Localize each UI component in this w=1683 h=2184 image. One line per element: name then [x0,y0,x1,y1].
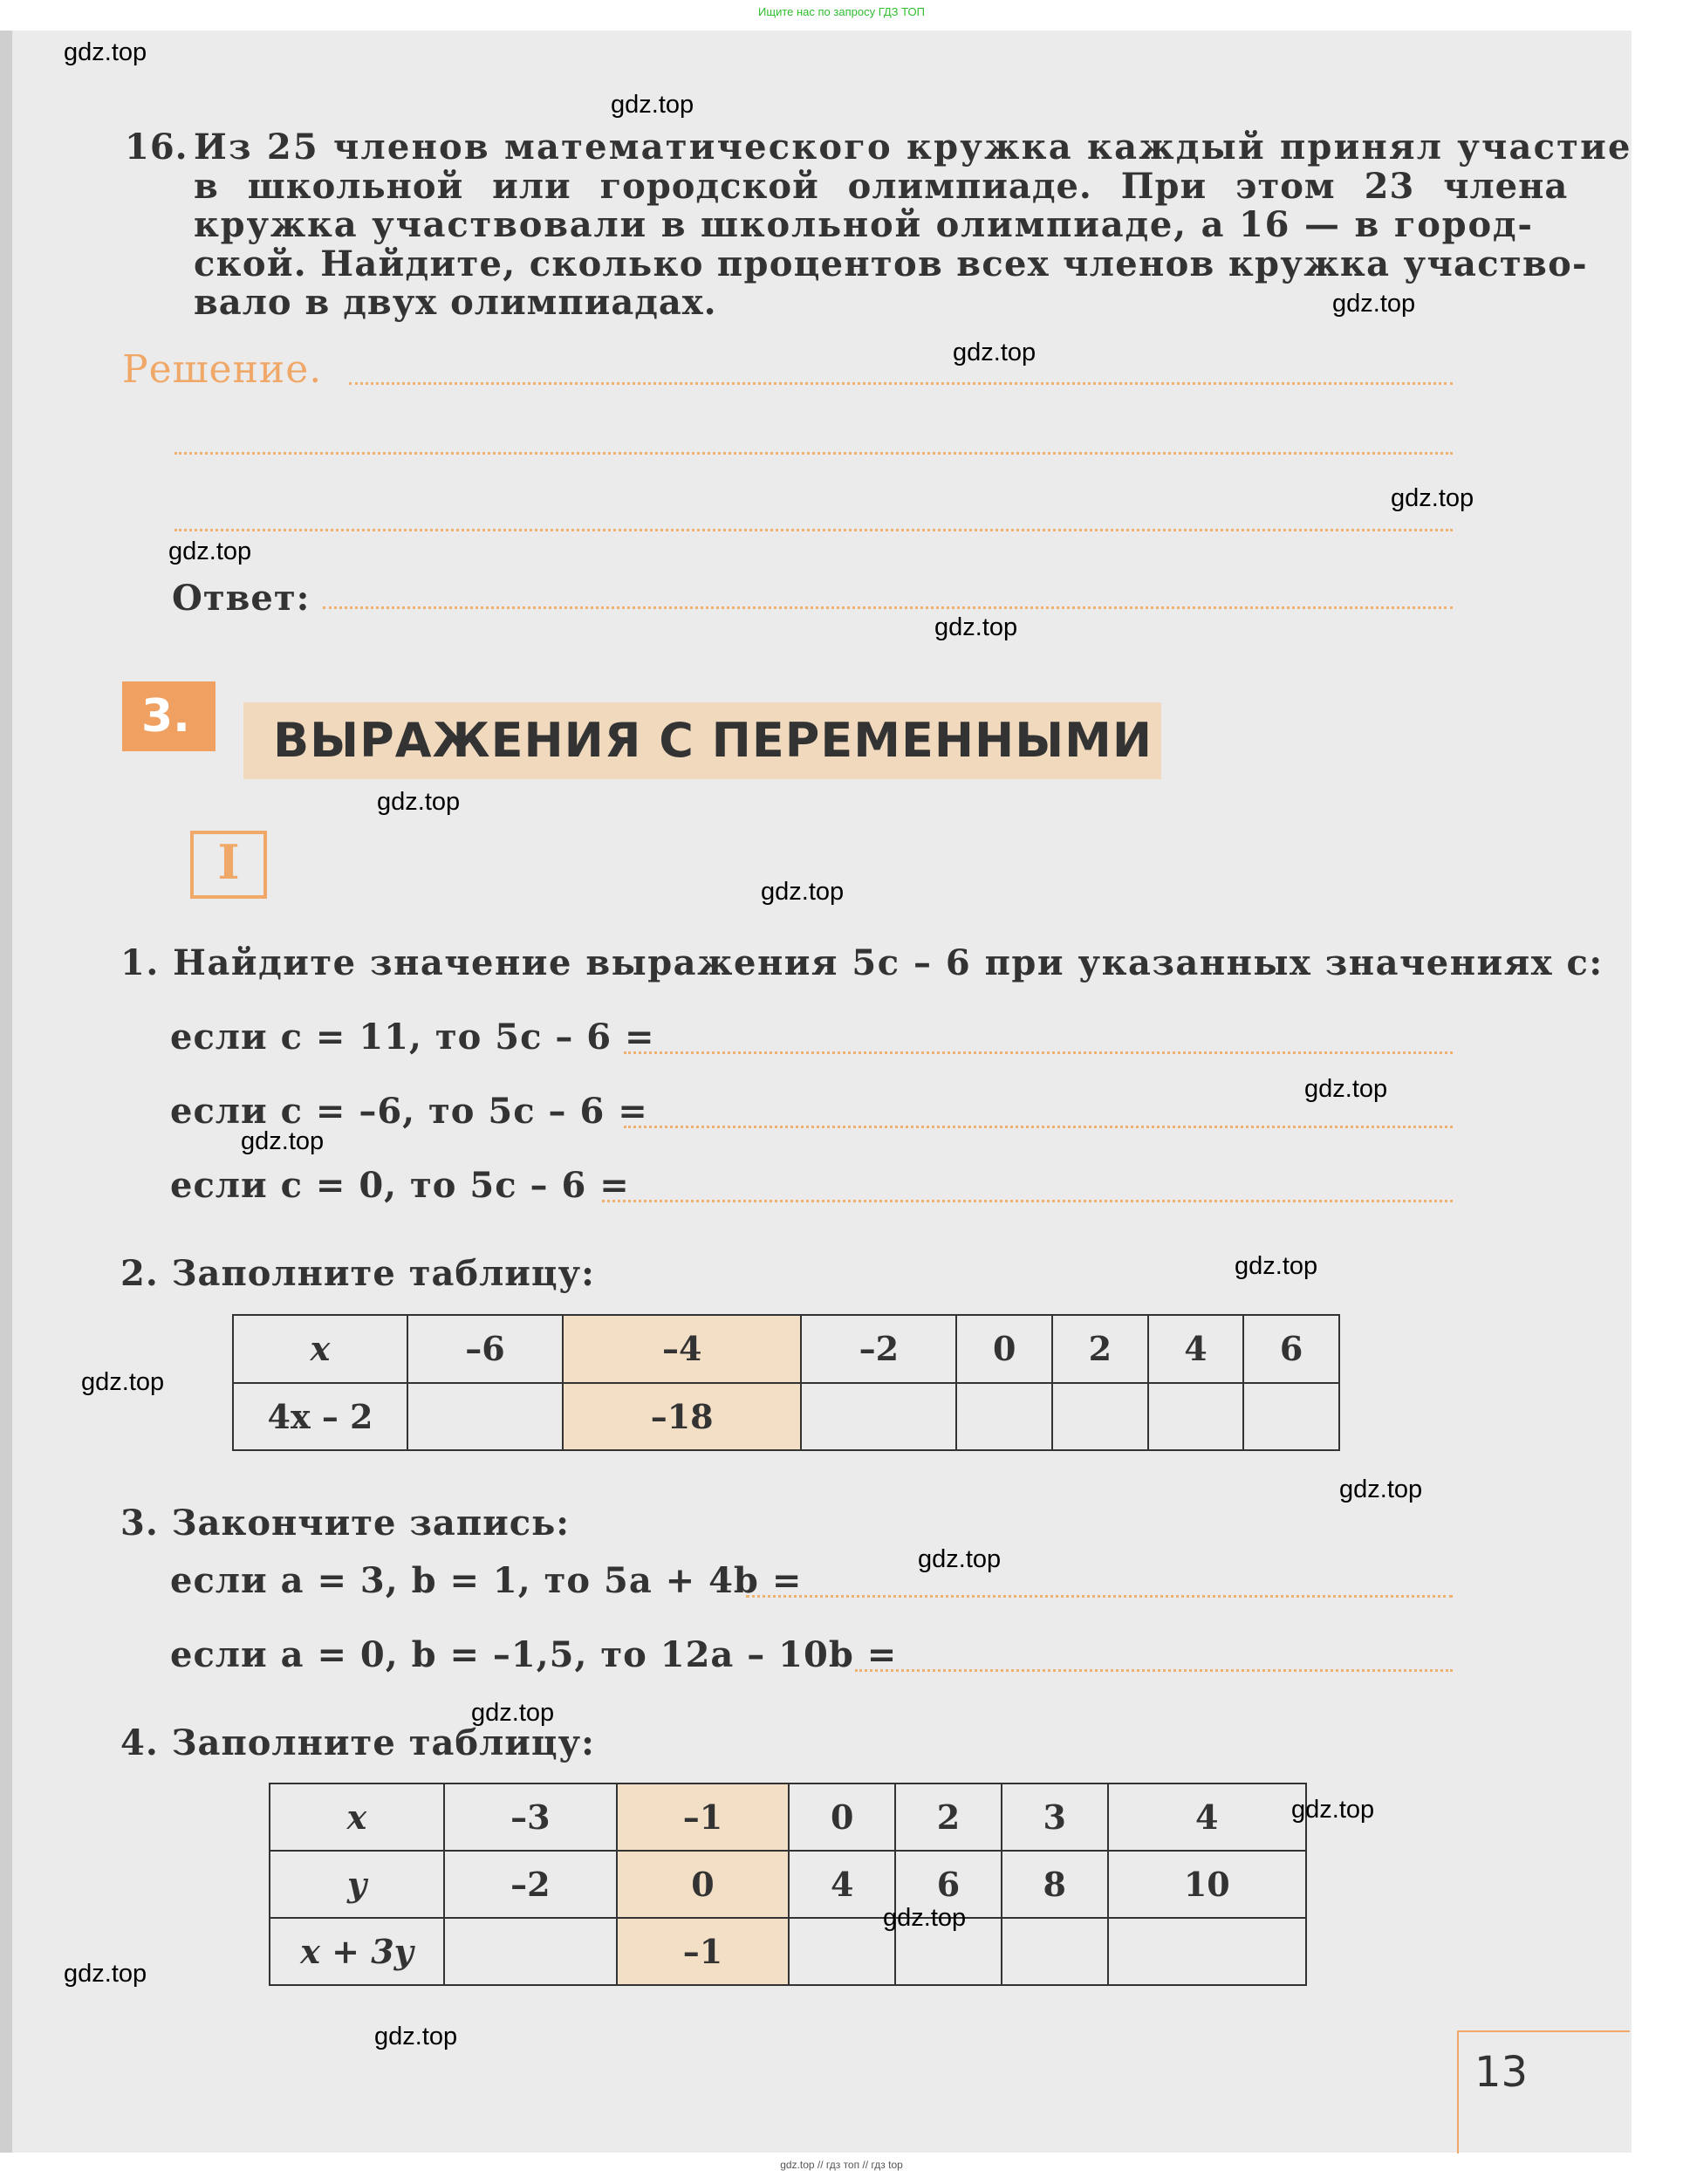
cell: –2 [801,1315,956,1383]
cell: 4 [789,1851,895,1918]
q1-line: если c = 0, то 5c – 6 = [170,1165,630,1206]
level-badge: I [190,831,267,899]
q1-title: 1. Найдите значение выражения 5c – 6 при указанных значениях c: [120,942,1604,983]
watermark: gdz.top [953,339,1036,366]
watermark: gdz.top [1291,1796,1375,1824]
cell: 2 [895,1783,1002,1851]
table-row [270,1918,1306,1985]
q1-line: если c = –6, то 5c – 6 = [170,1091,648,1132]
answer-cell[interactable] [1243,1383,1339,1451]
watermark: gdz.top [1391,484,1474,512]
task16-line: Из 25 членов математического кружка каждый принял участие [194,127,1632,168]
section-number-box [122,681,216,751]
watermark: gdz.top [883,1904,967,1932]
q2-title: 2. Заполните таблицу: [120,1253,595,1294]
answer-cell[interactable] [789,1918,895,1985]
q2-table [232,1314,1340,1451]
watermark: gdz.top [1339,1475,1423,1503]
q3-line: если a = 3, b = 1, то 5a + 4b = [170,1560,803,1601]
cell: 3 [1002,1783,1108,1851]
table-row [270,1851,1306,1918]
task16-line: вало в двух олимпиадах. [194,282,717,323]
cell: –1 [617,1783,790,1851]
cell: –3 [444,1783,617,1851]
q1-line: если c = 11, то 5c – 6 = [170,1017,655,1058]
solution-label: Решение. [122,347,323,392]
answer-cell: –1 [617,1918,790,1985]
solution-line[interactable] [174,452,1453,455]
cell: 0 [956,1315,1052,1383]
answer-cell[interactable] [1052,1383,1148,1451]
cell: 0 [789,1783,895,1851]
watermark: gdz.top [64,1960,147,1988]
task16-line: кружка участвовали в школьной олимпиаде, а 16 — в город- [194,204,1534,245]
row-label: x [270,1783,444,1851]
table-row [233,1383,1339,1451]
page-number: 13 [1474,2048,1529,2097]
cell: 10 [1108,1851,1306,1918]
watermark: gdz.top [1332,290,1416,318]
table-row [270,1783,1306,1851]
q3-line: если a = 0, b = –1,5, то 12a – 10b = [170,1634,898,1675]
q1-answer-line[interactable] [624,1051,1453,1054]
top-banner[interactable]: Ищите нас по запросу ГДЗ ТОП [758,5,925,18]
cell: 0 [617,1851,790,1918]
solution-line[interactable] [174,529,1453,531]
q1-answer-line[interactable] [624,1126,1453,1128]
watermark: gdz.top [81,1368,165,1396]
cell: 6 [1243,1315,1339,1383]
answer-cell[interactable] [407,1383,563,1451]
q3-answer-line[interactable] [855,1669,1453,1672]
cell: 4 [1108,1783,1306,1851]
footer[interactable]: gdz.top // гдз топ // гдз top [780,2159,903,2171]
cell: 6 [895,1851,1002,1918]
row-label: x [233,1315,407,1383]
q1-answer-line[interactable] [602,1200,1453,1202]
section-number: 3. [141,690,190,743]
watermark: gdz.top [761,878,845,906]
watermark: gdz.top [934,613,1018,641]
watermark: gdz.top [241,1127,325,1155]
answer-cell[interactable] [956,1383,1052,1451]
answer-cell: –18 [563,1383,801,1451]
answer-cell[interactable] [801,1383,956,1451]
answer-label: Ответ: [172,578,311,619]
answer-cell[interactable] [1002,1918,1108,1985]
table-row [233,1315,1339,1383]
task16-line: в школьной или городской олимпиаде. При этом 23 члена [194,166,1569,207]
watermark: gdz.top [918,1545,1002,1573]
cell: –4 [563,1315,801,1383]
watermark: gdz.top [64,38,147,66]
q4-table [269,1783,1307,1986]
answer-line[interactable] [323,606,1453,609]
cell: 8 [1002,1851,1108,1918]
section-title: ВЫРАЖЕНИЯ С ПЕРЕМЕННЫМИ [273,713,1153,768]
q4-title: 4. Заполните таблицу: [120,1722,595,1763]
answer-cell[interactable] [1108,1918,1306,1985]
watermark: gdz.top [1235,1252,1318,1280]
solution-line[interactable] [349,382,1453,385]
row-label: y [270,1851,444,1918]
watermark: gdz.top [471,1699,555,1727]
section-title-band [243,702,1161,779]
watermark: gdz.top [168,537,252,565]
answer-cell[interactable] [1148,1383,1244,1451]
cell: 2 [1052,1315,1148,1383]
watermark: gdz.top [374,2023,458,2050]
watermark: gdz.top [611,91,694,119]
answer-cell[interactable] [444,1918,617,1985]
task16-line: ской. Найдите, сколько процентов всех членов кружка участво- [194,243,1588,284]
page-number-box [1457,2030,1630,2153]
row-label: 4x – 2 [233,1383,407,1451]
cell: –2 [444,1851,617,1918]
cell: –6 [407,1315,563,1383]
row-label: x + 3y [270,1918,444,1985]
q3-title: 3. Закончите запись: [120,1503,571,1544]
cell: 4 [1148,1315,1244,1383]
watermark: gdz.top [377,788,461,816]
q3-answer-line[interactable] [746,1595,1453,1598]
task16-number: 16. [125,127,188,168]
watermark: gdz.top [1304,1075,1388,1103]
